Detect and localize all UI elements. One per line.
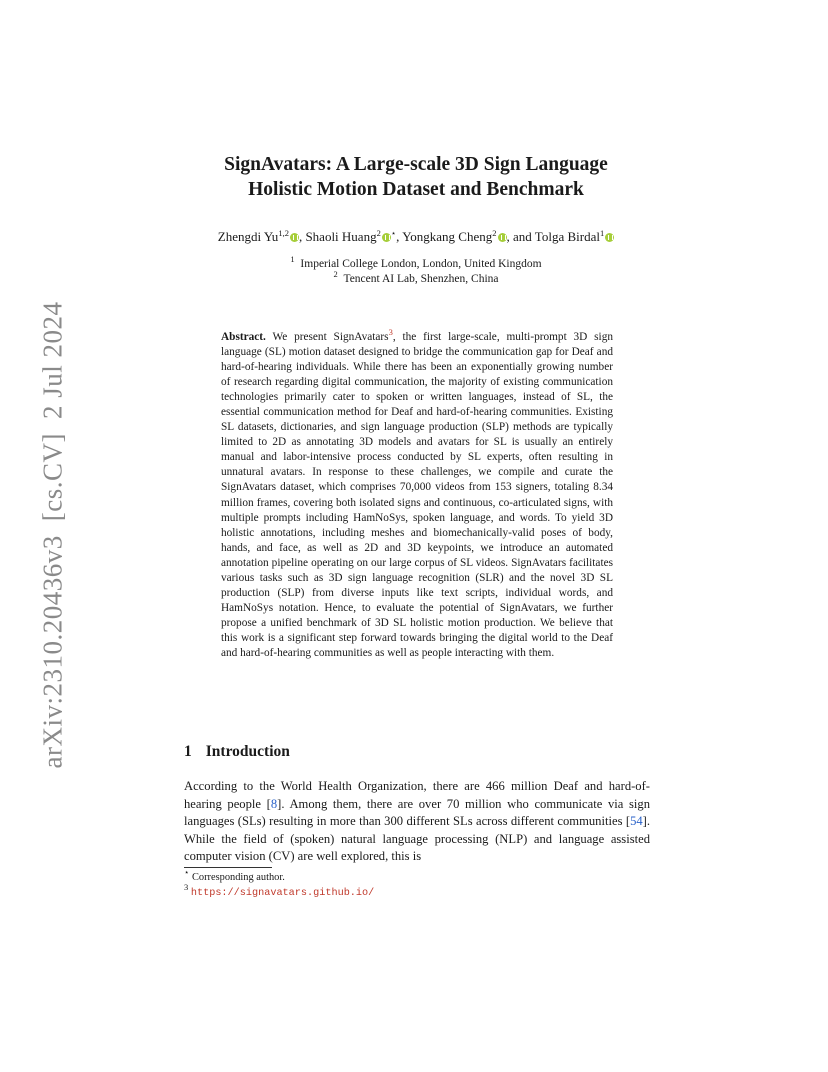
section-heading bbox=[184, 743, 290, 761]
citation-link[interactable]: 54 bbox=[630, 814, 643, 829]
abstract-label: Abstract. bbox=[221, 331, 266, 343]
footnote-text: Corresponding author. bbox=[191, 872, 285, 883]
paper-title bbox=[150, 152, 682, 202]
footnote-mark: ⋆ bbox=[184, 867, 190, 877]
arxiv-id: arXiv:2310.20436v3 bbox=[37, 535, 68, 769]
intro-text: According to the World Health Organization, there are 466 million Deaf and hard-of-hearing people [ bbox=[184, 779, 650, 811]
affiliation bbox=[130, 254, 702, 272]
author-separator: , bbox=[298, 229, 306, 244]
citation-link[interactable]: 8 bbox=[270, 796, 278, 811]
affiliation-sup: 1 bbox=[290, 254, 295, 264]
author-affil-sup: 2 bbox=[492, 228, 497, 238]
footnote bbox=[184, 882, 375, 901]
orcid-icon[interactable] bbox=[382, 233, 391, 242]
author bbox=[402, 229, 535, 244]
author bbox=[535, 229, 614, 244]
section-number: 1 bbox=[184, 743, 192, 760]
affiliations bbox=[130, 254, 702, 287]
author-name: Tolga Birdal bbox=[534, 229, 600, 244]
arxiv-date: 2 Jul 2024 bbox=[37, 301, 68, 420]
arxiv-category: [cs.CV] bbox=[37, 433, 68, 522]
author-affil-sup: 1,2 bbox=[278, 228, 289, 238]
affiliation-text: Imperial College London, London, United Kingdom bbox=[300, 258, 542, 270]
affiliation-sup: 2 bbox=[333, 269, 338, 279]
abstract-text: , the first large-scale, multi-prompt 3D sign language (SL) motion dataset designed to bridge the communication gap for Deaf and hard-of-hearing individuals. While there has been an exponentially growing number of research regarding digital communication, the majority of existing communication technologies primarily cater to spoken or written languages, instead of SL, the essential communication method for Deaf and hard-of-hearing communities. Existing SL datasets, dictionaries, and sign language production (SLP) methods are typically limited to 2D as annotating 3D models and avatars for SL is usually an entirely manual and labor-intensive process conducted by SL experts, often resulting in unnatural avatars. In response to these challenges, we compile and curate the SignAvatars dataset, which comprises 70,000 videos from 153 signers, totaling 8.34 million frames, covering both isolated signs and continuous, co-articulated signs, with multiple prompts including HamNoSys, spoken language, and words. To yield 3D holistic annotations, including meshes and biomechanically-valid poses of body, hands, and face, as well as 2D and 3D keypoints, we introduce an automated annotation pipeline operating on our large corpus of SL videos. SignAvatars facilitates various tasks such as 3D sign language recognition (SLR) and the novel 3D SL production (SLP) from diverse inputs like text scripts, individual words, and HamNoSys notation. Hence, to evaluate the potential of SignAvatars, we further propose a unified benchmark of 3D SL holistic motion production. We believe that this work is a significant step forward towards bringing the digital world to the Deaf and hard-of-hearing communities as well as people interacting with them. bbox=[221, 331, 613, 659]
footnote-link-3[interactable]: 3 bbox=[388, 327, 393, 337]
orcid-icon[interactable] bbox=[498, 233, 507, 242]
footnote-url-link[interactable]: https://signavatars.github.io/ bbox=[190, 888, 375, 899]
author-separator: , and bbox=[506, 229, 535, 244]
title-line-2: Holistic Motion Dataset and Benchmark bbox=[248, 179, 584, 200]
orcid-icon[interactable] bbox=[605, 233, 614, 242]
title-line-1: SignAvatars: A Large-scale 3D Sign Language bbox=[224, 154, 608, 175]
footnote-mark: 3 bbox=[184, 882, 189, 892]
author-affil-sup: 2 bbox=[376, 228, 381, 238]
intro-text: ]. While the field of (spoken) natural language processing (NLP) and language assisted computer vision (CV) are well explored, this is bbox=[184, 814, 650, 864]
abstract-text-start: We present SignAvatars bbox=[272, 331, 389, 343]
author-affil-sup: 1 bbox=[599, 228, 605, 238]
author-name: Zhengdi Yu bbox=[217, 229, 279, 244]
abstract bbox=[221, 327, 613, 661]
corresponding-star-icon: ⋆ bbox=[390, 228, 397, 238]
affiliation-text: Tencent AI Lab, Shenzhen, China bbox=[343, 273, 499, 285]
footnote bbox=[184, 867, 374, 885]
author-name: Yongkang Cheng bbox=[402, 229, 493, 244]
author bbox=[218, 229, 306, 244]
orcid-icon[interactable] bbox=[290, 233, 299, 242]
author-name: Shaoli Huang bbox=[305, 229, 377, 244]
author-separator: , bbox=[396, 229, 403, 244]
affiliation bbox=[130, 269, 702, 287]
section-title: Introduction bbox=[205, 743, 290, 760]
author-list bbox=[130, 228, 702, 246]
arxiv-identifier bbox=[38, 288, 69, 769]
footnotes bbox=[184, 867, 375, 901]
author bbox=[305, 229, 402, 244]
intro-text: ]. Among them, there are over 70 million who communicate via sign languages (SLs) resulting in more than 300 different SLs across different communities [ bbox=[184, 796, 650, 829]
intro-paragraph bbox=[184, 778, 650, 866]
footnote-rule bbox=[184, 867, 272, 868]
